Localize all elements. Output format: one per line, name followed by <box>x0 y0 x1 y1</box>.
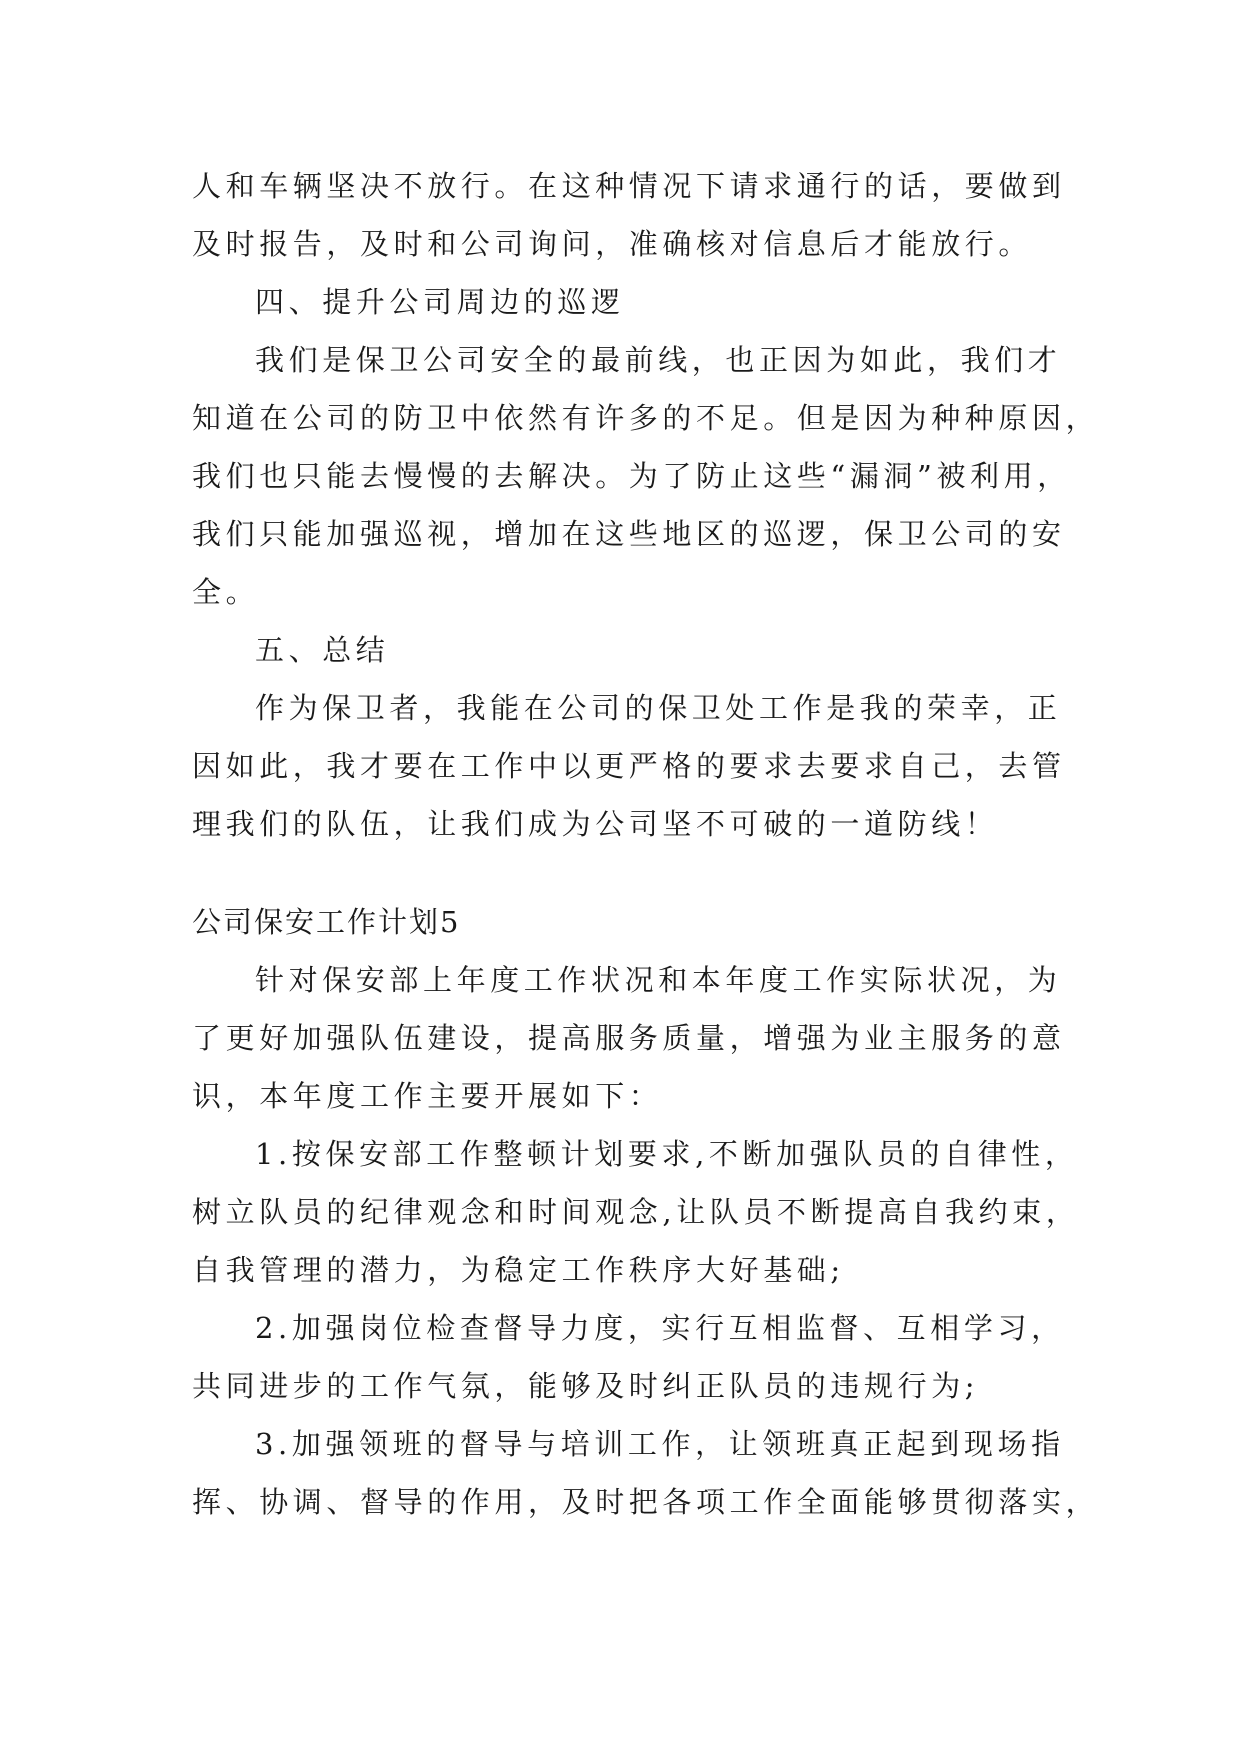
list-item-line: 共同进步的工作气氛，能够及时纠正队员的违规行为; <box>192 1369 980 1403</box>
paragraph-line: 我们也只能去慢慢的去解决。为了防止这些“漏洞”被利用， <box>192 459 1071 493</box>
paragraph-line: 作为保卫者，我能在公司的保卫处工作是我的荣幸，正 <box>255 691 1062 725</box>
list-item-line: 挥、协调、督导的作用，及时把各项工作全面能够贯彻落实， <box>192 1485 1100 1519</box>
list-item-line: 自我管理的潜力，为稳定工作秩序大好基础; <box>192 1253 845 1287</box>
paragraph-line: 人和车辆坚决不放行。在这种情况下请求通行的话，要做到 <box>192 169 1066 203</box>
paragraph-line: 知道在公司的防卫中依然有许多的不足。但是因为种种原因， <box>192 401 1100 435</box>
list-item-line: 3.加强领班的督导与培训工作，让领班真正起到现场指 <box>255 1427 1065 1461</box>
paragraph-line: 因如此，我才要在工作中以更严格的要求去要求自己，去管 <box>192 749 1066 783</box>
document-body <box>192 157 1100 1531</box>
list-item-line: 2.加强岗位检查督导力度，实行互相监督、互相学习， <box>255 1311 1065 1345</box>
paragraph-line: 了更好加强队伍建设，提高服务质量，增强为业主服务的意 <box>192 1021 1066 1055</box>
document-title: 公司保安工作计划5 <box>192 905 461 939</box>
paragraph-line: 及时报告，及时和公司询问，准确核对信息后才能放行。 <box>192 227 1033 261</box>
paragraph-line: 全。 <box>192 575 260 609</box>
paragraph-line: 识，本年度工作主要开展如下： <box>192 1079 663 1113</box>
spacer <box>192 853 1052 893</box>
list-item-line: 树立队员的纪律观念和时间观念,让队员不断提高自我约束， <box>192 1195 1080 1229</box>
section-heading: 四、提升公司周边的巡逻 <box>255 285 625 319</box>
list-item-line: 1.按保安部工作整顿计划要求,不断加强队员的自律性， <box>255 1137 1079 1171</box>
paragraph-line: 我们是保卫公司安全的最前线，也正因为如此，我们才 <box>255 343 1062 377</box>
paragraph-line: 针对保安部上年度工作状况和本年度工作实际状况，为 <box>255 963 1062 997</box>
paragraph-line: 我们只能加强巡视，增加在这些地区的巡逻，保卫公司的安 <box>192 517 1066 551</box>
section-heading: 五、总结 <box>255 633 390 667</box>
paragraph-line: 理我们的队伍，让我们成为公司坚不可破的一道防线！ <box>192 807 999 841</box>
